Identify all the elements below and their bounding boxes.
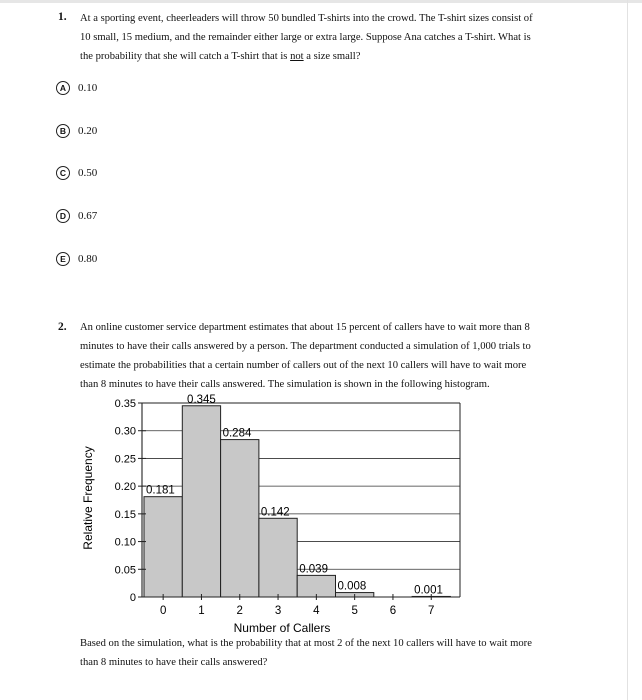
y-tick-label: 0.10 [114,536,136,549]
bar [259,518,297,597]
bar [297,575,335,597]
y-tick-label: 0.35 [114,398,136,410]
bar-value-label: 0.142 [260,506,290,519]
bar-value-label: 0.039 [299,563,328,576]
question-1-line: At a sporting event, cheerleaders will throw 50 bundled T-shirts into the crowd. The T-shirt sizes consist of [80,13,533,24]
histogram-chart [74,388,474,636]
choice-b[interactable] [56,123,97,139]
choice-e-text: 0.80 [78,253,98,265]
choice-d[interactable] [56,208,97,224]
x-axis-label: Number of Callers [233,621,331,635]
y-tick-label: 0.20 [114,481,136,494]
choice-e[interactable] [56,251,97,267]
bar-value-label: 0.181 [146,484,175,497]
x-tick-label: 6 [389,605,397,617]
x-tick-label: 1 [198,605,205,617]
choice-d-text: 0.67 [78,210,98,222]
x-tick-label: 5 [351,605,358,617]
followup-line: than 8 minutes to have their calls answered? [80,657,268,668]
y-tick-label: 0 [129,592,136,604]
question-1-number: 1. [58,11,67,23]
question-1-text [80,9,610,66]
x-tick-label: 0 [159,605,167,617]
x-tick-label: 4 [313,605,320,617]
x-tick-label: 2 [236,605,243,617]
question-2-line: An online customer service department estimates that about 15 percent of callers have to wait more than 8 [80,322,530,333]
question-2-line: estimate the probabilities that a certain number of callers out of the next 10 callers will have to wait more [80,360,527,371]
followup-line: Based on the simulation, what is the probability that at most 2 of the next 10 callers will have to wait more [80,638,532,649]
y-tick-label: 0.15 [114,508,136,521]
question-2-line: minutes to have their calls answered by a person. The department conducted a simulation of 1,000 trials to [80,341,531,352]
choice-b-text: 0.20 [78,125,98,137]
right-border [627,0,628,700]
bar [221,440,259,597]
underlined-word: not [290,51,304,62]
bar-value-label: 0.284 [222,427,252,440]
bar [144,497,182,597]
top-border [0,0,642,3]
question-2-followup [80,634,610,672]
x-tick-label: 3 [274,605,282,617]
bar-value-label: 0.008 [337,580,367,593]
question-2-text [80,318,610,394]
question-1-line: 10 small, 15 medium, and the remainder either large or extra large. Suppose Ana catches a T-shirt. What is [80,32,531,43]
choice-d-bubble[interactable]: D [56,209,70,223]
choice-c-bubble[interactable]: C [56,166,70,180]
y-tick-label: 0.05 [114,564,136,577]
choice-c[interactable] [56,165,97,181]
chart-bars [144,394,450,597]
y-tick-label: 0.30 [114,425,136,438]
question-1-line: the probability that she will catch a T-shirt that is not a size small? [80,51,361,62]
choice-a-bubble[interactable]: A [56,81,70,95]
bar [182,406,220,597]
bar-value-label: 0.001 [414,584,443,597]
question-2-number: 2. [58,321,67,333]
choice-b-bubble[interactable]: B [56,124,70,138]
x-tick-label: 7 [428,605,435,617]
choice-e-bubble[interactable]: E [56,252,70,266]
choice-a[interactable] [56,80,97,96]
question-2-line: than 8 minutes to have their calls answered. The simulation is shown in the following histogram. [80,379,490,390]
bar-value-label: 0.345 [187,393,216,406]
y-axis-label: Relative Frequency [81,446,95,550]
choice-c-text: 0.50 [78,167,98,179]
choice-a-text: 0.10 [78,82,98,94]
y-tick-label: 0.25 [114,453,136,466]
